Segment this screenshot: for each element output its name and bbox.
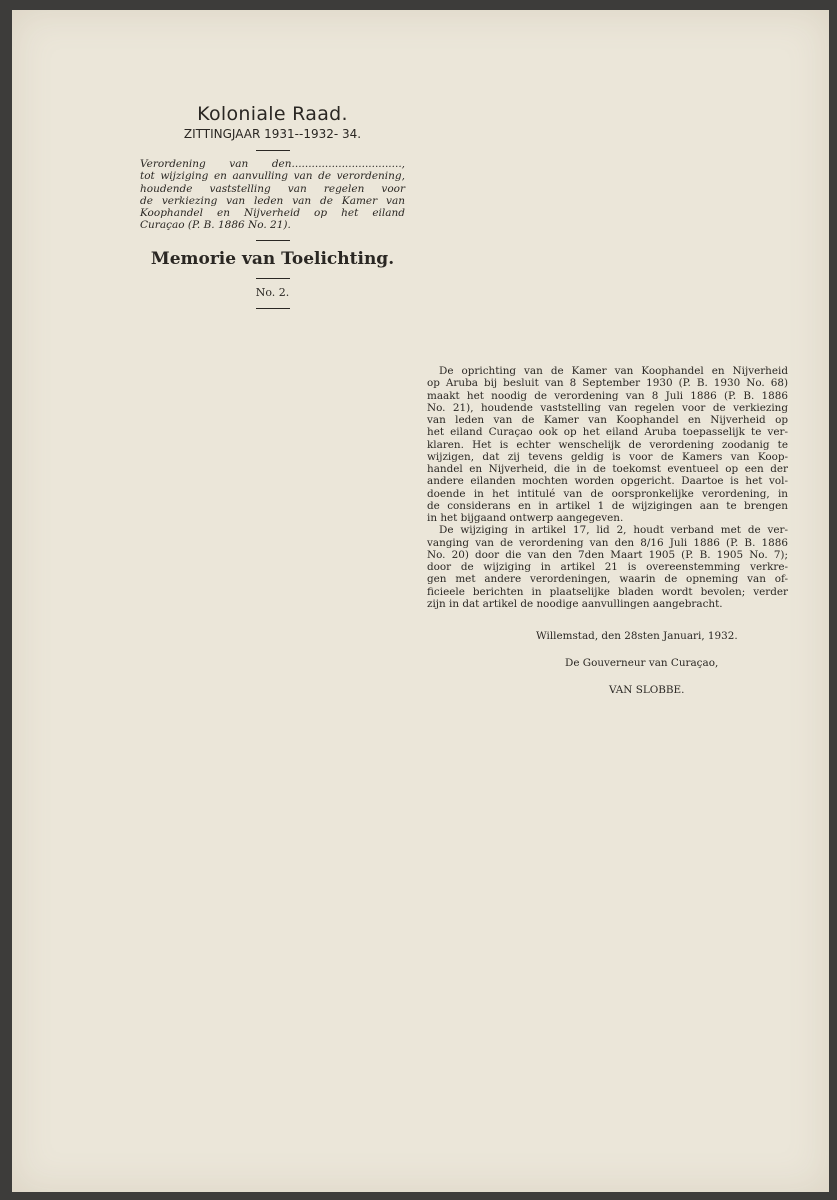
governor-title: De Gouverneur van Curaçao, [565, 657, 719, 669]
ordinance-line: de verkiezing van leden van de Kamer van [140, 194, 405, 207]
body-line: maakt het noodig de verordening van 8 Juli 1886 (P. B. 1886 [427, 389, 788, 402]
ordinance-line: tot wijziging en aanvulling van de verordening, [140, 170, 405, 183]
body-line: De oprichting van de Kamer van Koophandel en Nijverheid [439, 365, 788, 377]
memorie-heading: Memorie van Toelichting. [150, 248, 395, 269]
body-line: No. 20) door die van den 7den Maart 1905 (P. B. 1905 No. 7); [427, 548, 788, 561]
body-line: gen met andere verordeningen, waarin de opneming van of- [427, 573, 788, 586]
body-line: andere eilanden mochten worden opgericht. Daartoe is het vol- [427, 475, 788, 488]
divider [256, 308, 290, 309]
body-line: door de wijziging in artikel 21 is overeenstemming verkre- [427, 561, 788, 573]
body-line: De wijziging in artikel 17, lid 2, houdt verband met de ver- [439, 524, 788, 537]
divider [256, 278, 290, 279]
body-line: van leden van de Kamer van Koophandel en Nijverheid op [427, 414, 788, 426]
body-line: zijn in dat artikel de noodige aanvullingen aangebracht. [427, 597, 723, 610]
body-line: het eiland Curaçao ook op het eiland Aruba toepasselijk te ver- [427, 426, 788, 439]
ordinance-line: Curaçao (P. B. 1886 No. 21). [140, 219, 291, 232]
document-page [12, 10, 829, 1192]
body-line: doende in het intitulé van de oorspronkelijke verordening, in [427, 487, 788, 500]
body-line: ficieele berichten in plaatselijke bladen wordt bevolen; verder [427, 585, 788, 598]
ordinance-description [140, 158, 405, 232]
body-line: de considerans en in artikel 1 de wijzigingen aan te brengen [427, 499, 788, 512]
body-line: op Aruba bij besluit van 8 September 1930 (P. B. 1930 No. 68) [427, 377, 788, 390]
body-line: wijzigen, dat zij tevens geldig is voor de Kamers van Koop- [427, 450, 788, 463]
ordinance-line: houdende vaststelling van regelen voor [140, 182, 405, 195]
explanatory-text [427, 365, 788, 610]
ordinance-line: Verordening van den................................., [140, 158, 405, 170]
ordinance-line: Koophandel en Nijverheid op het eiland [140, 207, 405, 220]
divider [256, 150, 290, 151]
session-year: ZITTINGJAAR 1931--1932- 34. [183, 127, 362, 141]
body-line: handel en Nijverheid, die in de toekomst eventueel op een der [427, 463, 788, 475]
place-date: Willemstad, den 28sten Januari, 1932. [536, 630, 738, 642]
divider [256, 240, 290, 241]
body-line: No. 21), houdende vaststelling van regelen voor de verkiezing [427, 401, 788, 414]
signature: VAN SLOBBE. [609, 684, 685, 696]
document-header [140, 102, 405, 316]
body-line: in het bijgaand ontwerp aangegeven. [427, 512, 624, 524]
body-line: vanging van de verordening van den 8/16 Juli 1886 (P. B. 1886 [427, 536, 788, 549]
body-line: klaren. Het is echter wenschelijk de verordening zoodanig te [427, 438, 788, 451]
document-number: No. 2. [255, 285, 290, 299]
council-title: Koloniale Raad. [197, 103, 348, 125]
